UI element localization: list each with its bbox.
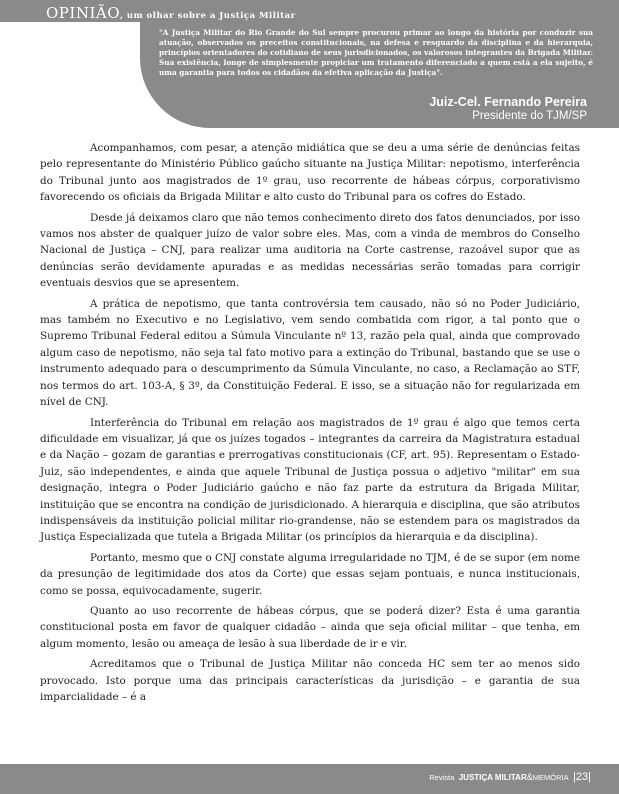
section-title: OPINIÃO, um olhar sobre a Justiça Militar <box>46 4 296 22</box>
paragraph: Interferência do Tribunal em relação aos magistrados de 1º grau é algo que temos certa dificuldade em visualizar, já que os juízes togados – integrantes da carreira da Magistratura estadual e da Nação – gozam de garantias e prerrogativas constitucionais (CF, art. 95). Representam o Estado-Juiz, são independentes, e ainda que aquele Tribunal de Justiça possua o adjetivo "militar" em sua designação, integra o Poder Judiciário gaúcho e não faz parte da estrutura da Brigada Militar, instituição que se encontra na condição de jurisdicionado. A hierarquia e disciplina, que são atributos indispensáveis da instituição policial militar rio-grandense, não se estendem para os magistrados da Justiça Especializada que tutela a Brigada Militar (os princípios da hierarquia e da disciplina). <box>40 416 580 544</box>
quote-author: Juiz-Cel. Fernando Pereira <box>429 95 587 109</box>
page-number: 23 <box>575 771 589 783</box>
paragraph: Acompanhamos, com pesar, a atenção midiática que se deu a uma série de denúncias feitas pelo representante do Ministério Público gaúcho situante na Justiça Militar: nepotismo, interferência do Tribunal junto aos magistrados de 1º grau, uso recorrente de hábeas córpus, corporativismo favorecendo os oficiais da Brigada Militar e alto custo do Tribunal para os cofres do Estado. <box>40 142 580 204</box>
footer-prefix: Revista <box>429 773 455 782</box>
footer-credit <box>429 767 591 785</box>
pull-quote: "A Justiça Militar do Rio Grande do Sul sempre procurou primar ao longo da história por conduzir sua atuação, observados os preceitos constitucionais, na defesa e resguardo da disciplina e da hierarquia, princípios orientadores do cotidiano de seus jurisdicionados, os valorosos integrantes da Brigada Militar. Sua existência, longe de simplesmente propiciar um tratamento diferenciado a quem está a ela sujeito, é uma garantia para todos os cidadãos da efetiva aplicação da Justiça". <box>159 28 593 77</box>
paragraph: Acreditamos que o Tribunal de Justiça Militar não conceda HC sem ter ao menos sido provocado. Isto porque uma das principais características da jurisdição – e garantia de sua imparcialidade – é a <box>40 658 580 703</box>
section-subtitle: um olhar sobre a Justiça Militar <box>126 11 296 21</box>
section-name: OPINIÃO <box>46 4 120 22</box>
paragraph: Desde já deixamos claro que não temos conhecimento direto dos fatos denunciados, por isso vamos nos abster de qualquer juízo de valor sobre eles. Mas, com a vinda de membros do Conselho Nacional de Justiça – CNJ, para realizar uma auditoria na Corte castrense, razoável supor que as denúncias serão devidamente apuradas e as medidas necessárias serão tomadas para corrigir eventuais desvios que se apresentem. <box>40 211 580 290</box>
page-separator: | <box>573 771 576 783</box>
footer-magazine: JUSTIÇA MILITAR <box>458 773 527 782</box>
footer-suffix: MEMÓRIA <box>532 773 569 782</box>
paragraph: Quanto ao uso recorrente de hábeas córpus, que se poderá dizer? Esta é uma garantia constitucional posta em favor de qualquer cidadão – ainda que seja oficial militar – que tenha, em algum momento, lesão ou ameaça de lesão à sua liberdade de ir e vir. <box>40 604 580 650</box>
page-separator: | <box>588 771 591 783</box>
article-body <box>40 140 580 709</box>
quote-author-role: Presidente do TJM/SP <box>472 110 587 122</box>
paragraph: A prática de nepotismo, que tanta controvérsia tem causado, não só no Poder Judiciário, mas também no Executivo e no Legislativo, vem sendo combatida com rigor, a tal ponto que o Supremo Tribunal Federal editou a Súmula Vinculante nº 13, razão pela qual, ainda que comprovado algum caso de nepotismo, não seja tal fato motivo para a extinção do Tribunal, bastando que se use o instrumento adequado para o descumprimento da Súmula Vinculante, no caso, a Reclamação ao STF, nos termos do art. 103-A, § 3º, da Constituição Federal. E isso, se a situação não for regularizada em nível de CNJ. <box>40 297 580 409</box>
paragraph: Portanto, mesmo que o CNJ constate alguma irregularidade no TJM, é de se supor (em nome da presunção de legitimidade dos atos da Corte) que essas sejam pontuais, e nunca institucionais, como se possa, equivocadamente, sugerir. <box>40 551 580 597</box>
footer-ampersand: & <box>526 772 533 782</box>
